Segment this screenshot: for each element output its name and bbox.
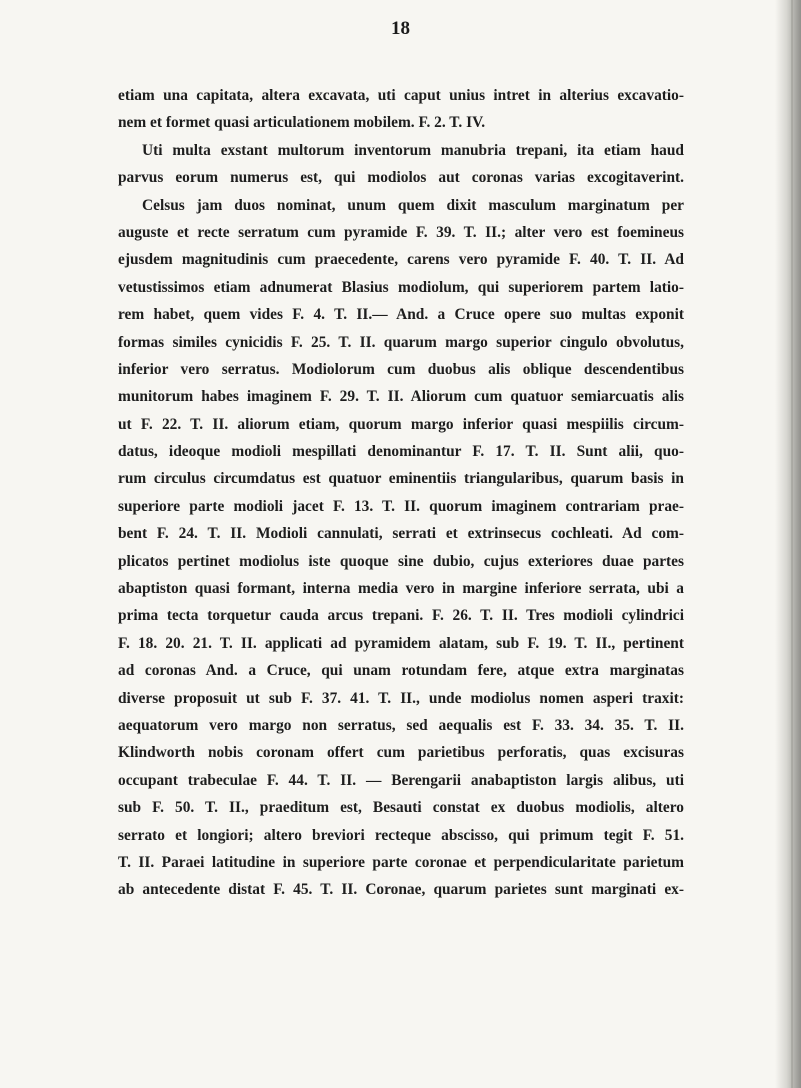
text-line: superiore parte modioli jacet F. 13. T. II. quorum imaginem contrariam prae-	[118, 497, 684, 515]
text-line: Klindworth nobis coronam offert cum parietibus perforatis, quas excisuras	[118, 744, 684, 762]
body-text	[118, 82, 684, 904]
text-line: Celsus jam duos nominat, unum quem dixit masculum marginatum per	[142, 196, 684, 214]
page-edge-line	[791, 0, 793, 1088]
text-line: ejusdem magnitudinis cum praecedente, carens vero pyramide F. 40. T. II. Ad	[118, 251, 684, 269]
text-line: aequatorum vero margo non serratus, sed aequalis est F. 33. 34. 35. T. II.	[118, 716, 684, 734]
text-line: Uti multa exstant multorum inventorum manubria trepani, ita etiam haud	[142, 141, 684, 159]
text-line: prima tecta torquetur cauda arcus trepani. F. 26. T. II. Tres modioli cylindrici	[118, 607, 684, 625]
text-line: F. 18. 20. 21. T. II. applicati ad pyramidem alatam, sub F. 19. T. II., pertinent	[118, 634, 684, 652]
text-line: ut F. 22. T. II. aliorum etiam, quorum margo inferior quasi mespiilis circum-	[118, 415, 684, 433]
text-line: formas similes cynicidis F. 25. T. II. quarum margo superior cingulo obvolutus,	[118, 333, 684, 351]
page-number: 18	[391, 18, 410, 39]
text-line: nem et formet quasi articulationem mobilem. F. 2. T. IV.	[118, 114, 486, 132]
text-line: T. II. Paraei latitudine in superiore parte coronae et perpendicularitate parietum	[118, 853, 684, 871]
text-line: sub F. 50. T. II., praeditum est, Besauti constat ex duobus modiolis, altero	[118, 799, 684, 817]
text-line: datus, ideoque modioli mespillati denominantur F. 17. T. II. Sunt alii, quo-	[118, 443, 684, 461]
text-line: bent F. 24. T. II. Modioli cannulati, serrati et extrinsecus cochleati. Ad com-	[118, 525, 684, 543]
text-line: rum circulus circumdatus est quatuor eminentiis triangularibus, quarum basis in	[118, 470, 684, 488]
text-line: munitorum habes imaginem F. 29. T. II. Aliorum cum quatuor semiarcuatis alis	[118, 388, 684, 406]
text-line: rem habet, quem vides F. 4. T. II.— And. a Cruce opere suo multas exponit	[118, 306, 684, 324]
text-line: etiam una capitata, altera excavata, uti caput unius intret in alterius excavatio-	[118, 87, 684, 104]
text-line: ad coronas And. a Cruce, qui unam rotundam fere, atque extra marginatas	[118, 662, 684, 680]
text-line: abaptiston quasi formant, interna media vero in margine inferiore serrata, ubi a	[118, 580, 684, 598]
text-line: serrato et longiori; altero breviori recteque abscisso, qui primum tegit F. 51.	[118, 826, 684, 844]
text-line: parvus eorum numerus est, qui modiolos aut coronas varias excogitaverint.	[118, 169, 684, 187]
text-line: plicatos pertinet modiolus iste quoque sine dubio, cujus exteriores duae partes	[118, 552, 684, 570]
text-line: auguste et recte serratum cum pyramide F. 39. T. II.; alter vero est foemineus	[118, 223, 684, 241]
text-line: ab antecedente distat F. 45. T. II. Coronae, quarum parietes sunt marginati ex-	[118, 881, 684, 899]
page-edge-shadow	[775, 0, 801, 1088]
text-line: vetustissimos etiam adnumerat Blasius modiolum, qui superiorem partem latio-	[118, 278, 684, 296]
text-line: occupant trabeculae F. 44. T. II. — Berengarii anabaptiston largis alibus, uti	[118, 771, 684, 789]
text-line: diverse proposuit ut sub F. 37. 41. T. II., unde modiolus nomen asperi traxit:	[118, 689, 684, 707]
text-line: inferior vero serratus. Modiolorum cum duobus alis oblique descendentibus	[118, 360, 684, 378]
